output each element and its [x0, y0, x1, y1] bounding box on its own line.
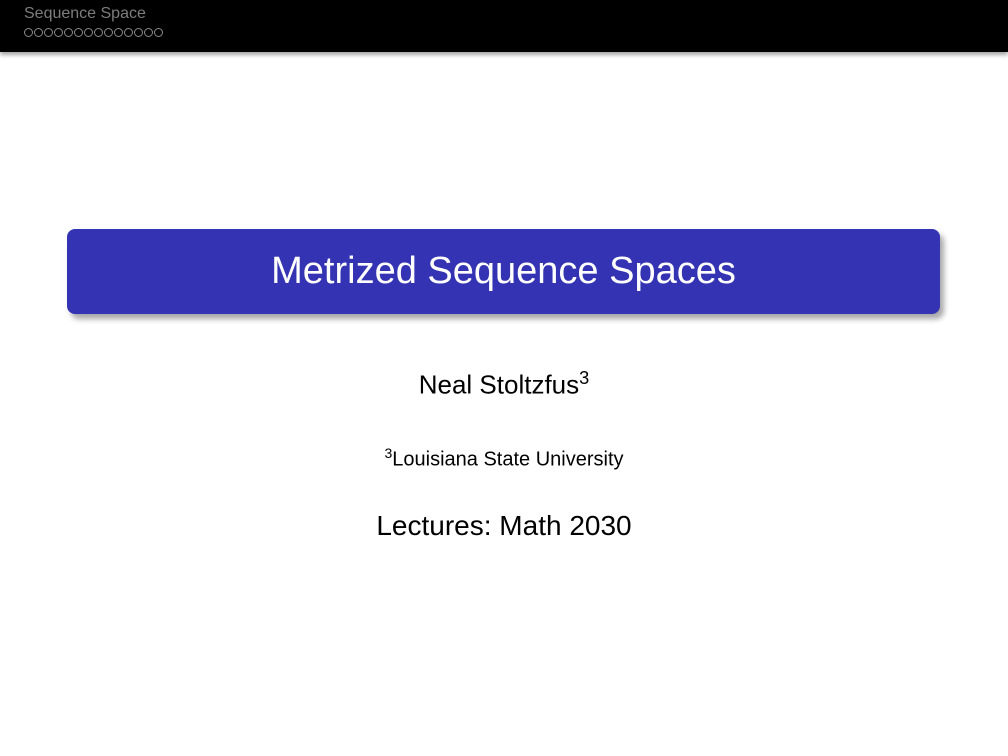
nav-dot[interactable] [54, 28, 63, 37]
nav-dot[interactable] [24, 28, 33, 37]
nav-dot[interactable] [44, 28, 53, 37]
institute [0, 445, 1008, 472]
nav-dot[interactable] [64, 28, 73, 37]
nav-dot[interactable] [84, 28, 93, 37]
frame-navigation-dots [24, 28, 163, 38]
nav-dot[interactable] [114, 28, 123, 37]
nav-dot[interactable] [34, 28, 43, 37]
lecture-info: Lectures: Math 2030 [376, 510, 632, 541]
nav-dot[interactable] [124, 28, 133, 37]
author-name: Neal Stoltzfus [418, 369, 580, 400]
nav-dot[interactable] [104, 28, 113, 37]
nav-dot[interactable] [144, 28, 153, 37]
title-box [67, 229, 940, 314]
header-bar [0, 0, 1008, 52]
slide-title: Metrized Sequence Spaces [271, 250, 736, 292]
nav-dot[interactable] [134, 28, 143, 37]
nav-dot[interactable] [94, 28, 103, 37]
author-footnote-mark: 3 [579, 368, 590, 388]
nav-dot[interactable] [74, 28, 83, 37]
section-title[interactable]: Sequence Space [24, 5, 146, 22]
nav-dot[interactable] [154, 28, 163, 37]
author [0, 368, 1008, 401]
institute-name: Louisiana State University [392, 448, 624, 471]
institute-footnote-mark: 3 [384, 445, 393, 461]
